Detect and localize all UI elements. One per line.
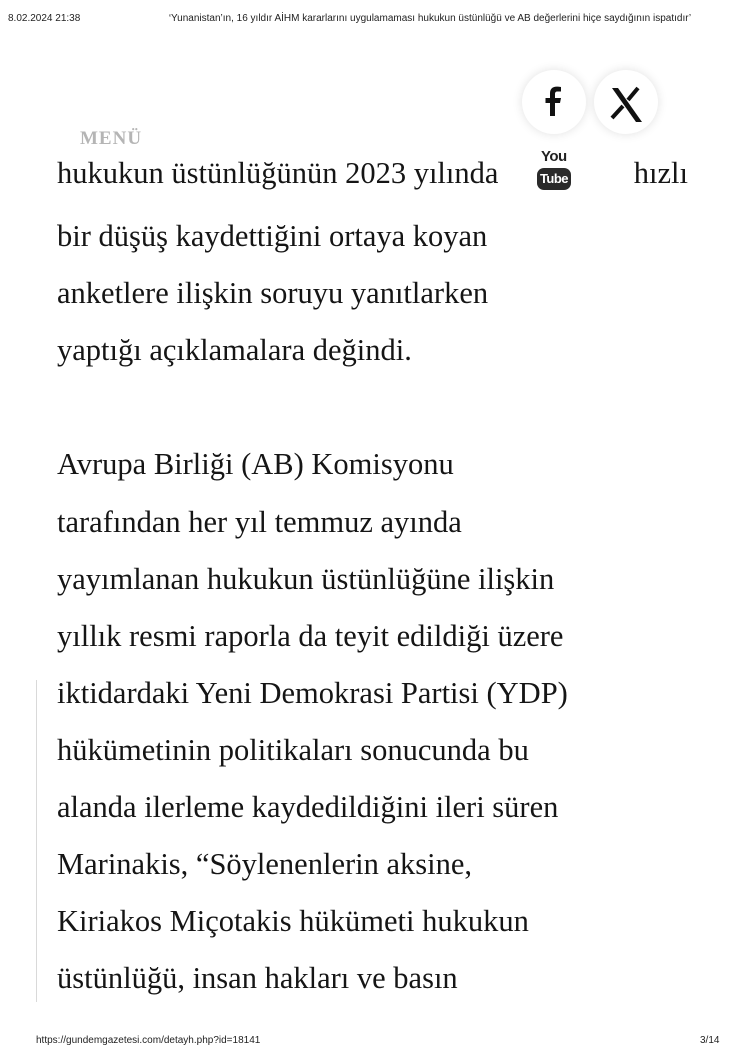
article-line: hükümetinin politikaları sonucunda bu — [57, 733, 529, 767]
youtube-link[interactable] — [533, 146, 577, 196]
youtube-icon-text: You — [541, 148, 567, 165]
article-line: Marinakis, “Söylenenlerin aksine, — [57, 847, 473, 881]
x-share-button[interactable] — [594, 70, 658, 134]
print-header-date: 8.02.2024 21:38 — [8, 13, 81, 24]
article-line: bir düşüş kaydettiğini ortaya koyan — [57, 219, 488, 253]
left-border-divider — [36, 680, 37, 1002]
x-twitter-icon — [594, 70, 658, 134]
article-line: iktidardaki Yeni Demokrasi Partisi (YDP) — [57, 676, 568, 710]
article-line: Kiriakos Miçotakis hükümeti hukukun — [57, 904, 529, 938]
article-line: yaptığı açıklamalara değindi. — [57, 333, 412, 367]
print-footer-page-number: 3/14 — [700, 1035, 720, 1046]
menu-button[interactable]: MENÜ — [80, 128, 143, 149]
print-header-title: ‘Yunanistan’ın, 16 yıldır AİHM kararlarını uygulamaması hukukun üstünlüğü ve AB değerlerini hiçe saydığının ispatıdır’ — [168, 13, 692, 24]
article-line: tarafından her yıl temmuz ayında — [57, 505, 462, 539]
article-line: anketlere ilişkin soruyu yanıtlarken — [57, 276, 489, 310]
article-line: Avrupa Birliği (AB) Komisyonu — [57, 447, 454, 481]
article-line: yayımlanan hukukun üstünlüğüne ilişkin — [57, 562, 555, 596]
article-partial-line-end: hızlı — [633, 156, 688, 190]
print-footer-url: https://gundemgazetesi.com/detayh.php?id=18141 — [36, 1035, 261, 1046]
facebook-icon — [522, 70, 586, 134]
article-line: alanda ilerleme kaydedildiğini ileri süren — [57, 790, 559, 824]
article-line: üstünlüğü, insan hakları ve basın — [57, 961, 458, 995]
youtube-icon: Tube — [537, 168, 571, 190]
facebook-share-button[interactable] — [522, 70, 586, 134]
article-partial-line: hukukun üstünlüğünün 2023 yılında — [57, 156, 499, 190]
article-line: yıllık resmi raporla da teyit edildiği üzere — [57, 619, 564, 653]
